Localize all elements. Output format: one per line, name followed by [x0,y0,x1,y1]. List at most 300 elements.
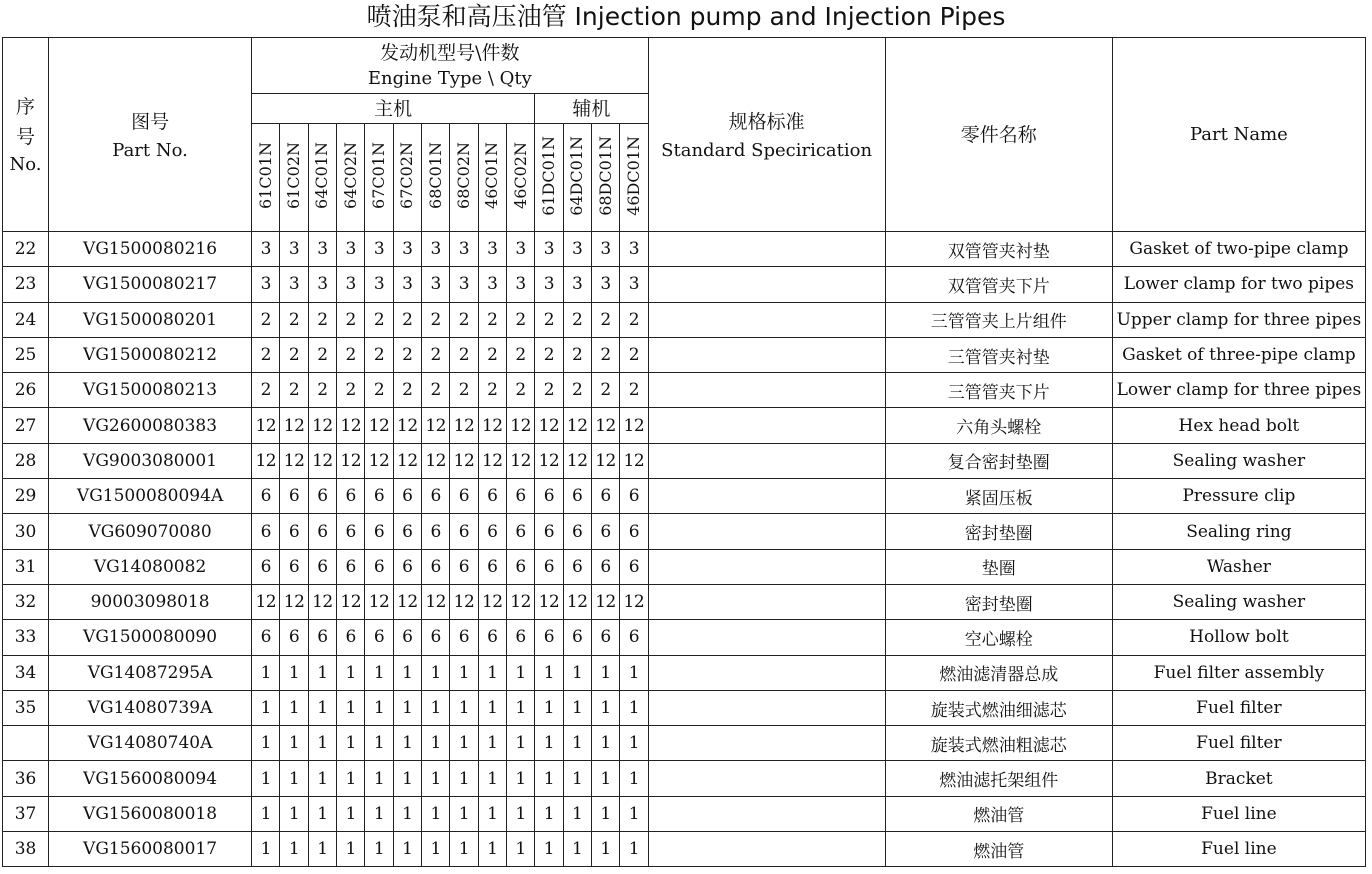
engine-type-header [252,124,280,232]
row-qty: 2 [422,302,450,337]
row-qty: 3 [337,267,365,302]
row-standard [648,408,885,443]
row-qty: 12 [591,408,619,443]
row-qty: 1 [450,761,478,796]
row-qty: 2 [591,337,619,372]
row-no: 23 [3,267,49,302]
row-standard [648,761,885,796]
row-qty: 1 [308,796,336,831]
row-qty: 2 [563,302,591,337]
row-qty: 6 [563,620,591,655]
row-qty: 3 [620,267,648,302]
engine-type-header [280,124,308,232]
row-qty: 1 [478,796,506,831]
row-qty: 6 [280,620,308,655]
row-standard [648,620,885,655]
row-qty: 2 [478,302,506,337]
row-qty: 6 [422,479,450,514]
row-part-no: VG1500080090 [49,620,252,655]
table-row [3,514,1366,549]
row-part-no: VG1500080213 [49,373,252,408]
row-name-cn: 双管管夹下片 [885,267,1112,302]
row-name-en: Sealing washer [1112,443,1365,478]
row-part-no: VG609070080 [49,514,252,549]
row-qty: 1 [535,832,563,867]
row-qty: 1 [393,726,421,761]
row-qty: 2 [591,373,619,408]
row-qty: 1 [535,655,563,690]
row-qty: 1 [308,690,336,725]
row-qty: 1 [393,761,421,796]
row-qty: 6 [365,479,393,514]
row-qty: 2 [280,302,308,337]
row-qty: 2 [450,302,478,337]
row-qty: 1 [365,655,393,690]
header-no-cn: 序号 [15,95,35,148]
row-part-no: VG1500080094A [49,479,252,514]
row-qty: 12 [252,443,280,478]
row-qty: 1 [337,726,365,761]
row-qty: 1 [280,690,308,725]
header-name-cn: 零件名称 [885,38,1112,232]
row-qty: 12 [393,443,421,478]
row-no: 33 [3,620,49,655]
engine-type-header [337,124,365,232]
row-qty: 2 [393,337,421,372]
row-qty: 1 [365,726,393,761]
table-row [3,690,1366,725]
row-qty: 3 [280,267,308,302]
row-qty: 6 [365,549,393,584]
row-name-cn: 旋装式燃油粗滤芯 [885,726,1112,761]
row-part-no: VG1560080018 [49,796,252,831]
row-part-no: VG14080740A [49,726,252,761]
row-qty: 1 [506,796,534,831]
row-qty: 6 [450,479,478,514]
row-name-en: Fuel line [1112,796,1365,831]
row-qty: 6 [365,620,393,655]
engine-type-header [365,124,393,232]
row-qty: 3 [563,232,591,267]
row-no: 28 [3,443,49,478]
row-qty: 1 [478,690,506,725]
header-no-en: No. [9,153,42,175]
row-standard [648,690,885,725]
row-qty: 12 [280,443,308,478]
row-qty: 1 [337,690,365,725]
row-qty: 2 [591,302,619,337]
row-qty: 1 [365,690,393,725]
engine-type-header [563,124,591,232]
row-qty: 6 [280,479,308,514]
row-qty: 6 [620,620,648,655]
row-qty: 6 [478,549,506,584]
row-qty: 2 [252,302,280,337]
row-qty: 1 [591,761,619,796]
row-qty: 3 [422,232,450,267]
table-row [3,302,1366,337]
row-qty: 6 [591,514,619,549]
row-name-en: Hex head bolt [1112,408,1365,443]
engine-type-label: 46C02N [510,142,530,209]
row-qty: 6 [308,479,336,514]
row-qty: 6 [252,620,280,655]
row-qty: 6 [591,549,619,584]
row-qty: 6 [620,549,648,584]
row-qty: 2 [450,373,478,408]
row-qty: 1 [563,690,591,725]
row-qty: 6 [280,514,308,549]
row-no: 35 [3,690,49,725]
row-qty: 2 [280,337,308,372]
row-qty: 2 [365,337,393,372]
row-qty: 2 [535,302,563,337]
row-qty: 2 [422,337,450,372]
row-no: 22 [3,232,49,267]
engine-type-header [308,124,336,232]
row-name-cn: 双管管夹衬垫 [885,232,1112,267]
row-standard [648,373,885,408]
row-name-cn: 复合密封垫圈 [885,443,1112,478]
table-row [3,443,1366,478]
row-qty: 6 [535,479,563,514]
row-name-cn: 垫圈 [885,549,1112,584]
row-qty: 3 [308,267,336,302]
row-part-no: VG14080739A [49,690,252,725]
row-qty: 2 [620,373,648,408]
row-no: 31 [3,549,49,584]
row-qty: 6 [563,549,591,584]
row-qty: 2 [337,302,365,337]
row-standard [648,232,885,267]
row-name-en: Bracket [1112,761,1365,796]
row-qty: 1 [252,726,280,761]
row-qty: 3 [591,267,619,302]
row-qty: 1 [563,761,591,796]
row-qty: 1 [478,832,506,867]
row-qty: 1 [365,796,393,831]
row-name-cn: 密封垫圈 [885,584,1112,619]
header-main-engine: 主机 [252,94,535,124]
row-qty: 12 [478,584,506,619]
row-qty: 1 [393,796,421,831]
row-qty: 1 [450,690,478,725]
engine-type-header [450,124,478,232]
row-name-cn: 三管管夹上片组件 [885,302,1112,337]
header-aux-engine: 辅机 [535,94,648,124]
row-qty: 6 [252,479,280,514]
row-qty: 12 [365,408,393,443]
row-name-cn: 燃油滤清器总成 [885,655,1112,690]
row-name-cn: 空心螺栓 [885,620,1112,655]
row-qty: 2 [252,373,280,408]
row-qty: 6 [337,479,365,514]
row-part-no: VG14080082 [49,549,252,584]
row-qty: 6 [478,514,506,549]
row-standard [648,443,885,478]
row-qty: 1 [535,796,563,831]
row-no: 25 [3,337,49,372]
row-qty: 3 [478,267,506,302]
row-qty: 12 [478,443,506,478]
row-qty: 12 [280,408,308,443]
row-qty: 1 [506,726,534,761]
table-row [3,655,1366,690]
row-qty: 12 [535,584,563,619]
row-qty: 2 [365,373,393,408]
row-qty: 6 [506,514,534,549]
table-row [3,373,1366,408]
row-part-no: VG1560080017 [49,832,252,867]
row-standard [648,514,885,549]
engine-type-label: 64C02N [340,142,360,209]
header-engine-cn: 发动机型号\件数 [380,41,520,64]
row-qty: 1 [280,796,308,831]
row-name-en: Fuel filter [1112,726,1365,761]
engine-type-header [393,124,421,232]
row-part-no: VG1500080212 [49,337,252,372]
row-qty: 2 [365,302,393,337]
row-name-en: Fuel filter assembly [1112,655,1365,690]
engine-type-header [422,124,450,232]
row-qty: 3 [506,267,534,302]
row-part-no: VG1500080217 [49,267,252,302]
row-qty: 3 [280,232,308,267]
row-part-no: VG1500080216 [49,232,252,267]
row-standard [648,479,885,514]
row-qty: 3 [393,232,421,267]
row-qty: 1 [620,761,648,796]
header-part-no-en: Part No. [112,139,188,161]
row-name-cn: 旋装式燃油细滤芯 [885,690,1112,725]
row-name-cn: 紧固压板 [885,479,1112,514]
row-qty: 1 [506,690,534,725]
header-no [3,38,49,232]
row-qty: 1 [252,796,280,831]
row-qty: 12 [308,408,336,443]
row-qty: 2 [478,337,506,372]
row-qty: 1 [450,832,478,867]
row-standard [648,549,885,584]
table-row [3,408,1366,443]
header-standard [648,38,885,232]
row-qty: 12 [337,443,365,478]
row-qty: 6 [506,549,534,584]
row-qty: 12 [506,408,534,443]
row-qty: 2 [506,373,534,408]
row-qty: 1 [450,796,478,831]
row-no [3,726,49,761]
row-qty: 1 [308,726,336,761]
engine-type-label: 68DC01N [595,135,615,216]
row-standard [648,726,885,761]
row-qty: 2 [308,302,336,337]
row-qty: 3 [365,267,393,302]
row-qty: 6 [280,549,308,584]
row-qty: 6 [506,479,534,514]
row-qty: 1 [563,832,591,867]
table-row [3,337,1366,372]
row-qty: 12 [308,584,336,619]
row-standard [648,655,885,690]
row-qty: 12 [308,443,336,478]
engine-type-header [506,124,534,232]
table-row [3,549,1366,584]
table-row [3,620,1366,655]
row-qty: 1 [535,690,563,725]
row-name-en: Washer [1112,549,1365,584]
row-name-en: Hollow bolt [1112,620,1365,655]
row-qty: 2 [506,337,534,372]
row-no: 26 [3,373,49,408]
engine-type-header [620,124,648,232]
row-qty: 1 [280,655,308,690]
row-qty: 1 [280,832,308,867]
row-qty: 2 [337,373,365,408]
header-name-en: Part Name [1112,38,1365,232]
row-qty: 1 [506,761,534,796]
row-qty: 2 [506,302,534,337]
row-qty: 1 [422,726,450,761]
header-standard-en: Standard Specirication [661,139,873,161]
row-qty: 1 [535,726,563,761]
row-qty: 1 [365,832,393,867]
engine-type-label: 61C01N [255,142,275,209]
row-name-en: Gasket of three-pipe clamp [1112,337,1365,372]
row-qty: 1 [620,726,648,761]
row-qty: 2 [308,337,336,372]
engine-type-label: 67C01N [369,142,389,209]
row-qty: 12 [365,584,393,619]
row-qty: 1 [450,655,478,690]
row-qty: 12 [535,408,563,443]
row-qty: 6 [563,514,591,549]
row-qty: 6 [620,479,648,514]
row-qty: 6 [506,620,534,655]
row-qty: 3 [422,267,450,302]
row-qty: 6 [450,514,478,549]
row-qty: 2 [620,302,648,337]
row-part-no: 90003098018 [49,584,252,619]
row-name-en: Lower clamp for three pipes [1112,373,1365,408]
row-qty: 1 [591,690,619,725]
row-qty: 1 [478,726,506,761]
row-standard [648,267,885,302]
row-qty: 12 [620,408,648,443]
row-qty: 2 [308,373,336,408]
row-qty: 1 [422,761,450,796]
row-qty: 6 [450,620,478,655]
page-title: 喷油泵和高压油管 Injection pump and Injection Pipes [366,2,1006,31]
engine-type-label: 64DC01N [567,135,587,216]
row-qty: 6 [393,549,421,584]
row-name-en: Lower clamp for two pipes [1112,267,1365,302]
row-qty: 1 [280,761,308,796]
row-qty: 6 [450,549,478,584]
row-qty: 12 [450,408,478,443]
row-name-en: Pressure clip [1112,479,1365,514]
engine-type-label: 46DC01N [623,135,643,216]
row-qty: 12 [506,443,534,478]
row-qty: 6 [620,514,648,549]
header-standard-cn: 规格标准 [728,110,805,133]
engine-type-label: 67C02N [397,142,417,209]
row-qty: 3 [252,232,280,267]
row-no: 34 [3,655,49,690]
engine-type-label: 61C02N [284,142,304,209]
table-row [3,761,1366,796]
row-qty: 1 [422,655,450,690]
engine-type-label: 61DC01N [538,135,558,216]
row-qty: 6 [252,549,280,584]
row-qty: 2 [422,373,450,408]
row-qty: 2 [563,337,591,372]
header-part-no [49,38,252,232]
row-qty: 6 [591,479,619,514]
row-qty: 1 [308,832,336,867]
row-qty: 1 [620,796,648,831]
row-qty: 12 [337,584,365,619]
table-row [3,584,1366,619]
row-no: 38 [3,832,49,867]
row-standard [648,832,885,867]
row-qty: 1 [337,832,365,867]
table-header [3,38,1366,232]
row-qty: 12 [620,584,648,619]
row-qty: 12 [393,408,421,443]
row-qty: 1 [563,726,591,761]
row-name-en: Upper clamp for three pipes [1112,302,1365,337]
table-row [3,796,1366,831]
row-no: 27 [3,408,49,443]
row-qty: 2 [393,302,421,337]
row-qty: 1 [591,796,619,831]
header-part-no-cn: 图号 [131,110,170,133]
row-qty: 6 [535,620,563,655]
row-qty: 1 [252,761,280,796]
row-qty: 1 [308,655,336,690]
row-qty: 1 [506,832,534,867]
row-standard [648,796,885,831]
row-qty: 6 [308,514,336,549]
engine-type-header [535,124,563,232]
row-no: 30 [3,514,49,549]
row-qty: 6 [563,479,591,514]
row-qty: 1 [337,761,365,796]
row-qty: 12 [393,584,421,619]
row-no: 32 [3,584,49,619]
row-qty: 6 [308,620,336,655]
row-qty: 12 [535,443,563,478]
row-qty: 3 [591,232,619,267]
row-qty: 1 [393,655,421,690]
row-qty: 6 [422,620,450,655]
table-row [3,832,1366,867]
row-qty: 12 [563,408,591,443]
row-qty: 2 [535,337,563,372]
engine-type-label: 68C02N [453,142,473,209]
row-qty: 1 [620,655,648,690]
row-qty: 3 [535,267,563,302]
row-name-en: Fuel line [1112,832,1365,867]
row-qty: 6 [337,514,365,549]
row-qty: 3 [563,267,591,302]
row-qty: 6 [535,514,563,549]
header-engine-en: Engine Type \ Qty [367,67,532,89]
row-qty: 2 [620,337,648,372]
row-qty: 12 [337,408,365,443]
table-row [3,726,1366,761]
